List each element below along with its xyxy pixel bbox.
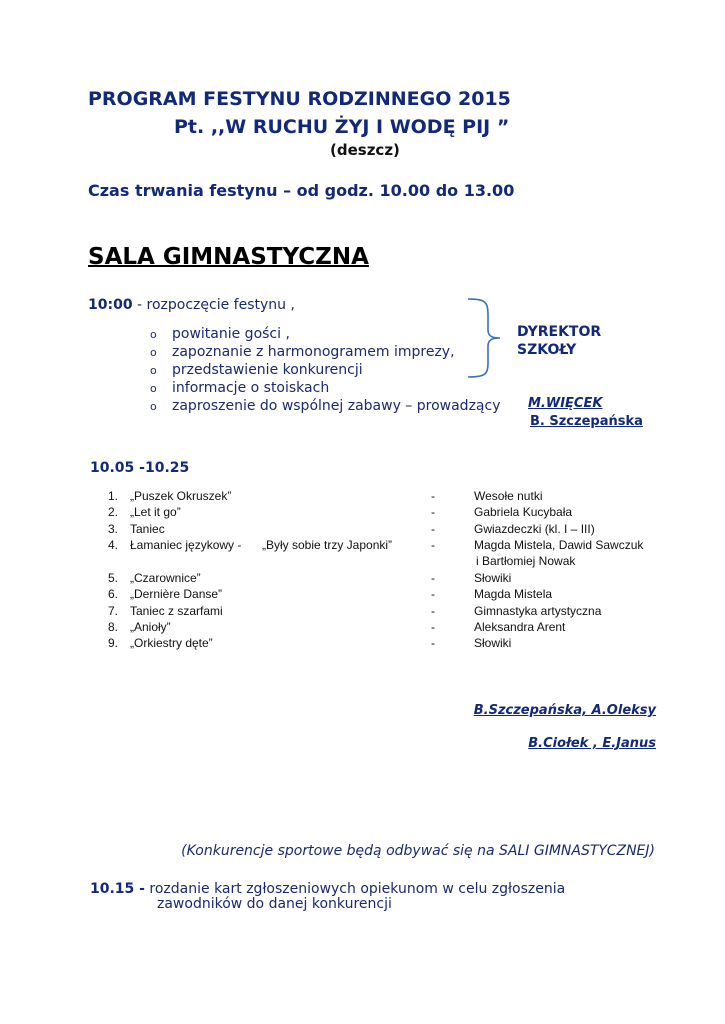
sports-note: (Konkurencje sportowe będą odbywać się na SALI GIMNASTYCZNEJ) <box>181 843 655 859</box>
list-item: o powitanie gości , <box>150 326 290 342</box>
registration-text-cont: zawodników do danej konkurencji <box>157 896 392 912</box>
table-row: 4. Łamaniec językowy - „Były sobie trzy Japonki” - Magda Mistela, Dawid Sawczuk i Bartłomiej Nowak <box>108 538 644 568</box>
table-row: 3. Taniec - Gwiazdeczki (kl. I – III) <box>108 522 595 536</box>
list-item: o przedstawienie konkurencji <box>150 362 363 378</box>
page-title: PROGRAM FESTYNU RODZINNEGO 2015 <box>88 88 511 110</box>
list-item: o zaproszenie do wspólnej zabawy – prowadzący <box>150 398 501 414</box>
list-item: o zapoznanie z harmonogramem imprezy, <box>150 344 455 360</box>
director-label-line2: SZKOŁY <box>517 342 577 358</box>
table-row: 9. „Orkiestry dęte” - Słowiki <box>108 636 512 650</box>
table-row: 1. „Puszek Okruszek” - Wesołe nutki <box>108 489 543 503</box>
list-item: o informacje o stoiskach <box>150 380 330 396</box>
table-row: 5. „Czarownice” - Słowiki <box>108 571 512 585</box>
section-title: SALA GIMNASTYCZNA <box>88 244 369 270</box>
leaders-line-2: B.Ciołek , E.Janus <box>528 736 656 751</box>
page-subtitle: Pt. ,,W RUCHU ŻYJ I WODĘ PIJ ” <box>174 116 510 138</box>
festival-duration: Czas trwania festynu – od godz. 10.00 do 13.00 <box>88 181 515 200</box>
director-label-line1: DYREKTOR <box>517 324 602 340</box>
weather-variant: (deszcz) <box>330 141 400 159</box>
table-row: 2. „Let it go” - Gabriela Kucybała <box>108 505 573 519</box>
opening-line <box>88 294 295 313</box>
table-row: 6. „Dernière Danse” - Magda Mistela <box>108 587 553 601</box>
table-row: 8. „Anioły” - Aleksandra Arent <box>108 620 566 634</box>
opening-bullet-list <box>150 323 500 413</box>
leaders-line-1: B.Szczepańska, A.Oleksy <box>473 703 656 718</box>
performance-time: 10.05 -10.25 <box>90 460 190 476</box>
performance-list <box>0 489 725 659</box>
host-name-2: B. Szczepańska <box>530 414 643 429</box>
registration-line <box>90 878 565 897</box>
registration-time: 10.15 - <box>90 881 145 897</box>
table-row: 7. Taniec z szarfami - Gimnastyka artystyczna <box>108 604 602 618</box>
host-name: M.WIĘCEK <box>528 396 603 411</box>
opening-text: - rozpoczęcie festynu , <box>132 297 295 313</box>
opening-time: 10:00 <box>88 297 133 313</box>
curly-brace-icon <box>466 296 506 380</box>
registration-text: rozdanie kart zgłoszeniowych opiekunom w celu zgłoszenia <box>144 881 566 897</box>
